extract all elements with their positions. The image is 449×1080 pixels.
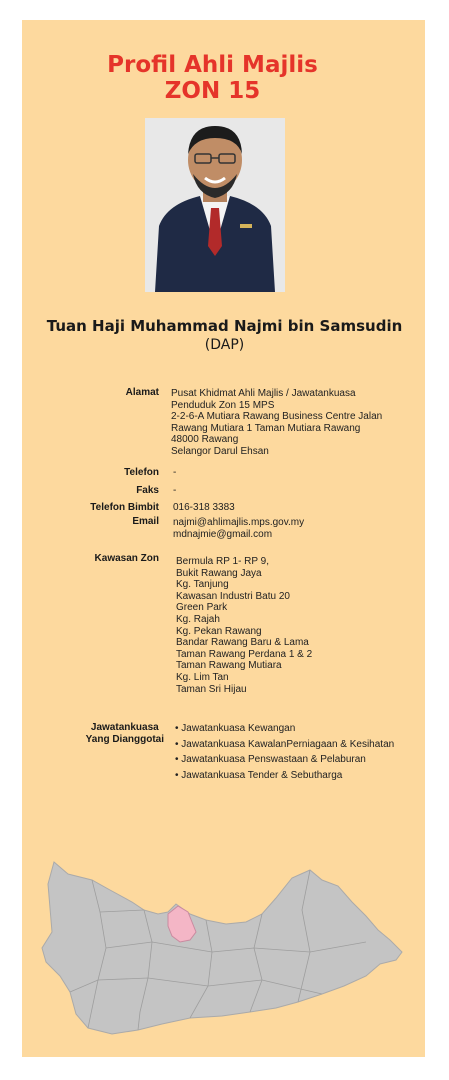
fax-label: Faks bbox=[136, 485, 159, 496]
councillor-photo bbox=[145, 118, 285, 292]
address-line: Pusat Khidmat Ahli Majlis / Jawatankuasa bbox=[171, 388, 356, 399]
fax-value: - bbox=[173, 485, 177, 496]
email-address[interactable]: mdnajmie@gmail.com bbox=[173, 528, 273, 540]
page-title: Profil Ahli Majlis bbox=[107, 52, 318, 78]
zone-area-item: Kg. Rajah bbox=[176, 613, 220, 625]
committee-item: • Jawatankuasa Penswastaan & Pelaburan bbox=[175, 754, 394, 770]
address-line: 2-2-6-A Mutiara Rawang Business Centre Jalan bbox=[171, 411, 383, 423]
committee-label-line: Jawatankuasa bbox=[90, 722, 159, 733]
zone-area-item: Taman Rawang Mutiara bbox=[176, 660, 282, 672]
address-value bbox=[171, 388, 382, 458]
zone-area-list bbox=[176, 556, 312, 695]
phone-value: - bbox=[173, 467, 177, 478]
zone-area-item: Green Park bbox=[176, 602, 228, 614]
zone-area-item: Bermula RP 1- RP 9, bbox=[176, 556, 270, 567]
committee-label bbox=[86, 722, 164, 746]
zone-area-item: Bandar Rawang Baru & Lama bbox=[176, 637, 309, 649]
committee-item: • Jawatankuasa KawalanPerniagaan & Kesihatan bbox=[175, 739, 394, 755]
committee-item: • Jawatankuasa Kewangan bbox=[175, 723, 394, 739]
zone-area-item: Kg. Pekan Rawang bbox=[176, 625, 262, 637]
zone-area-item: Kawasan Industri Batu 20 bbox=[176, 590, 290, 602]
mobile-value: 016-318 3383 bbox=[173, 502, 235, 513]
email-value bbox=[173, 517, 304, 540]
committee-list bbox=[175, 723, 394, 785]
email-address[interactable]: najmi@ahlimajlis.mps.gov.my bbox=[173, 517, 305, 528]
email-label: Email bbox=[132, 516, 159, 527]
zone-area-item: Kg. Lim Tan bbox=[176, 671, 229, 683]
address-label: Alamat bbox=[125, 387, 159, 398]
councillor-name: Tuan Haji Muhammad Najmi bin Samsudin bbox=[46, 317, 403, 335]
committee-item: • Jawatankuasa Tender & Sebutharga bbox=[175, 770, 394, 786]
zone-area-item: Bukit Rawang Jaya bbox=[176, 567, 262, 579]
zone-area-item: Kg. Tanjung bbox=[176, 579, 229, 591]
address-line: Rawang Mutiara 1 Taman Mutiara Rawang bbox=[171, 422, 361, 434]
zone-area-label: Kawasan Zon bbox=[94, 553, 159, 564]
phone-label: Telefon bbox=[124, 467, 159, 478]
address-line: 48000 Rawang bbox=[171, 434, 239, 446]
zone-map bbox=[40, 852, 410, 1042]
zone-area-item: Taman Sri Hijau bbox=[176, 683, 247, 695]
committee-label-line: Yang Dianggotai bbox=[85, 734, 164, 745]
zone-title: ZON 15 bbox=[164, 78, 261, 104]
zone-area-item: Taman Rawang Perdana 1 & 2 bbox=[176, 648, 313, 660]
address-line: Penduduk Zon 15 MPS bbox=[171, 399, 275, 411]
party-label: (DAP) bbox=[204, 337, 245, 353]
address-line: Selangor Darul Ehsan bbox=[171, 445, 269, 457]
mobile-label: Telefon Bimbit bbox=[90, 502, 159, 513]
